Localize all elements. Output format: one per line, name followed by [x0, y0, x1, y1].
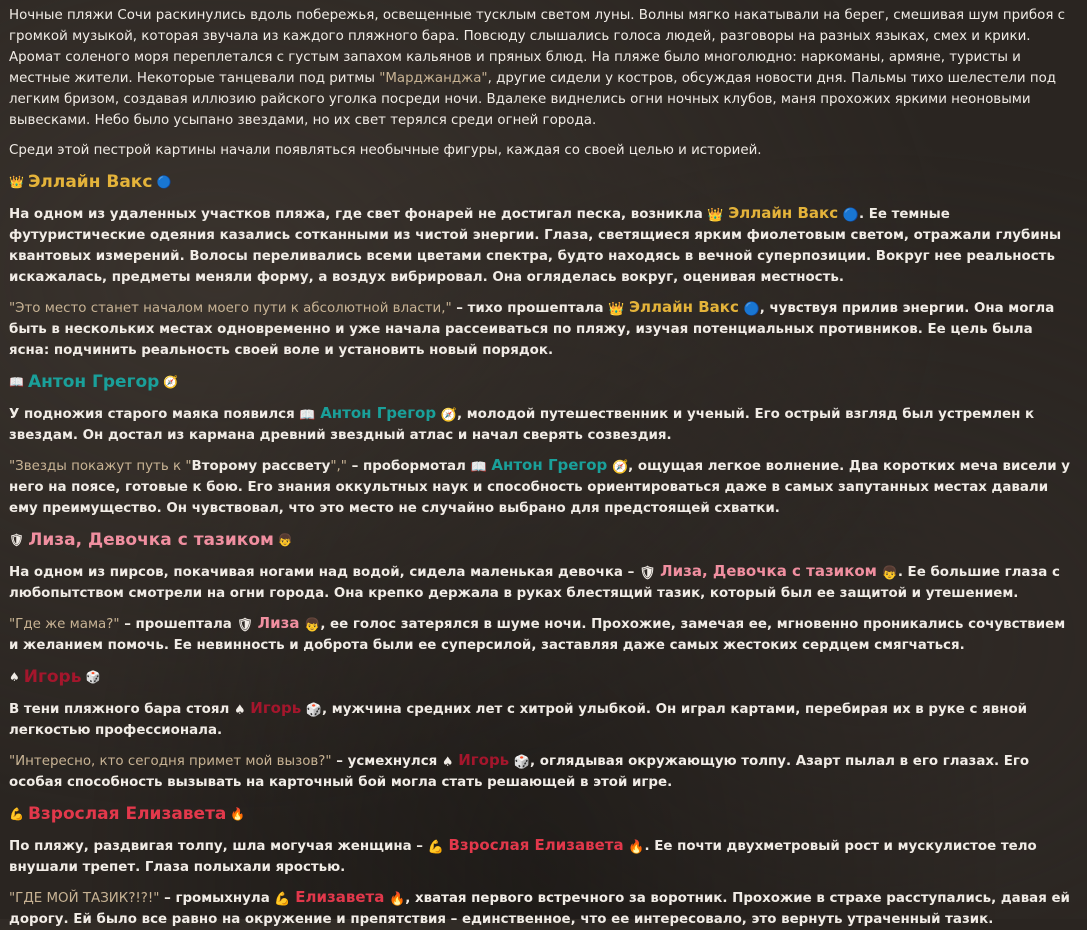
heading-ellain-name: Эллайн Вакс — [27, 172, 153, 192]
anton-quote-a: "Звезды покажут путь к " — [9, 459, 192, 474]
ellain-text-b: . Ее темные футуристические одеяния казались сотканными из чистой энергии. Глаза, светящиеся ярким фиолетовым светом, отражали глубины квантовых измерений. Волосы переливались всеми цветами спектра, будто находясь в вечной суперпозиции. Вокруг нее реальность искажалась, предметы меняли форму, а воздух вибрировал. Она огляделась вокруг, оценивая местность. — [9, 207, 1062, 285]
heading-liza-name: Лиза, Девочка с тазиком — [28, 530, 274, 550]
blue-orb-icon: 🔵 — [156, 175, 172, 189]
igor-text-b: , мужчина средних лет с хитрой улыбкой. Он играл картами, перебирая их в руке с явной легкостью профессионала. — [9, 702, 1028, 738]
liza-name-inline: Лиза, Девочка с тазиком — [660, 562, 877, 580]
muscle-icon: 💪 — [427, 840, 444, 855]
elizaveta-paragraph — [9, 835, 1075, 878]
compass-icon: 🧭 — [611, 460, 629, 475]
muscle-icon: 💪 — [9, 807, 24, 821]
igor-name-inline: Игорь — [458, 751, 510, 769]
dice-icon: 🎲 — [305, 703, 323, 718]
liza-quote-text-a: – прошептала — [119, 617, 237, 632]
ellain-quote: "Это место станет началом моего пути к абсолютной власти," — [9, 301, 452, 316]
anton-quote-text-b: , ощущая легкое волнение. Два коротких меча висели у него на поясе, готовые к бою. Его знания оккультных наук и способность ориентироваться даже в самых запутанных местах давали ему преимущество. Он чувствовал, что это место не случайно выбрано для предстоящей схватки. — [9, 459, 1071, 516]
igor-paragraph — [9, 698, 1075, 741]
igor-text-a: В тени пляжного бара стоял — [9, 702, 234, 717]
heading-elizaveta — [9, 802, 1075, 826]
elizaveta-text-b: . Ее почти двухметровый рост и мускулистое тело внушали трепет. Глаза полыхали яростью. — [9, 839, 1037, 875]
igor-quote: "Интересно, кто сегодня примет мой вызов?" — [9, 754, 332, 769]
heading-anton — [9, 370, 1075, 394]
fire-icon: 🔥 — [230, 807, 246, 821]
child-icon: 👦 — [304, 618, 321, 633]
ellain-paragraph — [9, 203, 1075, 288]
igor-quote-paragraph — [9, 750, 1075, 793]
muscle-icon: 💪 — [274, 892, 291, 907]
book-icon: 📖 — [299, 408, 316, 423]
heading-anton-name: Антон Грегор — [27, 372, 160, 392]
book-icon: 📖 — [9, 375, 24, 389]
ellain-quote-text-b: , чувствуя прилив энергии. Она могла быть в нескольких местах одновременно и уже начала рассеиваться по пляжу, изучая потенциальных противников. Ее цель была ясна: подчинить реальность своей воле и установить новый порядок. — [9, 301, 1055, 358]
elizaveta-text-a: По пляжу, раздвигая толпу, шла могучая женщина – — [9, 839, 428, 854]
elizaveta-short-name-inline: Елизавета — [295, 888, 385, 906]
ellain-name-inline: Эллайн Вакс — [728, 204, 839, 222]
heading-elizaveta-name: Взрослая Елизавета — [27, 804, 227, 824]
elizaveta-name-inline: Взрослая Елизавета — [448, 836, 624, 854]
igor-name-inline: Игорь — [250, 699, 302, 717]
ellain-quote-text-a: – тихо прошептала — [451, 301, 609, 316]
fire-icon: 🔥 — [628, 840, 645, 855]
elizaveta-quote-text-b: , хватая первого встречного за воротник. Прохожие в страхе расступались, давая ей дорогу. Ей было все равно на окружение и препятствия – единственное, что ее интересовало, это вернуть утраченный тазик. — [9, 891, 1070, 927]
crown-icon: 👑 — [707, 208, 724, 223]
liza-quote: "Где же мама?" — [9, 617, 120, 632]
anton-paragraph — [9, 403, 1075, 446]
anton-quote-inner: Второму рассвету — [191, 459, 331, 474]
ellain-quote-paragraph — [9, 297, 1075, 361]
intro-paragraph-1 — [9, 5, 1075, 131]
intro-text-b: , другие сидели у костров, обсуждая новости дня. Пальмы тихо шелестели под легким бризом, создавая иллюзию райского уголка посреди ночи. Вдалеке виднелись огни ночных клубов, маня прохожих яркими неоновыми вывесками. Небо было усыпано звездами, но их свет терялся среди огней города. — [9, 71, 1057, 128]
elizaveta-quote-paragraph — [9, 887, 1075, 930]
ellain-text-a: На одном из удаленных участков пляжа, где свет фонарей не достигал песка, возникла — [9, 207, 708, 222]
child-icon: 👦 — [277, 533, 293, 547]
anton-quote-paragraph — [9, 455, 1075, 519]
anton-name-inline: Антон Грегор — [491, 456, 608, 474]
heading-ellain — [9, 170, 1075, 194]
spade-icon: ♠ — [9, 670, 20, 684]
liza-short-name-inline: Лиза — [257, 614, 300, 632]
shield-icon: 🛡 — [9, 533, 25, 547]
liza-quote-text-b: , ее голос затерялся в шуме ночи. Прохожие, замечая ее, мгновенно проникались сочувствием и желанием помочь. Ее невинность и доброта были ее суперсилой, заставляя даже самых жестоких сердцем смягчаться. — [9, 617, 1066, 653]
igor-quote-text-b: , оглядывая окружающую толпу. Азарт пылал в его глазах. Его особая способность вызывать на карточный бой могла стать решающей в этой игре. — [9, 754, 1030, 790]
compass-icon: 🧭 — [163, 375, 179, 389]
heading-igor — [9, 665, 1075, 689]
elizaveta-quote: "ГДЕ МОЙ ТАЗИК?!?!" — [9, 891, 160, 906]
liza-text-b: . Ее большие глаза с любопытством смотрели на огни города. Она крепко держала в руках блестящий тазик, который был ее защитой и утешением. — [9, 565, 1060, 601]
shield-icon: 🛡 — [638, 566, 656, 581]
intro-text-a: Ночные пляжи Сочи раскинулись вдоль побережья, освещенные тусклым светом луны. Волны мягко накатывали на берег, смешивая шум прибоя с громкой музыкой, которая звучала из каждого пляжного бара. Повсюду слышались голоса людей, разговоры на разных языках, смех и крики. Аромат соленого моря переплетался с густым запахом кальянов и пряных блюд. На пляже было многолюдно: наркоманы, армяне, туристы и местные жители. Некоторые танцевали под ритмы — [9, 8, 1065, 86]
blue-orb-icon: 🔵 — [842, 208, 859, 223]
elizaveta-quote-text-a: – громыхнула — [159, 891, 275, 906]
anton-quote-text-a: – пробормотал — [346, 459, 471, 474]
heading-igor-name: Игорь — [23, 667, 82, 687]
fire-icon: 🔥 — [389, 892, 406, 907]
anton-quote-b: "," — [330, 459, 347, 474]
compass-icon: 🧭 — [440, 408, 457, 423]
book-icon: 📖 — [470, 460, 487, 475]
anton-text-b: , молодой путешественник и ученый. Его острый взгляд был устремлен к звездам. Он достал из кармана древний звездный атлас и начал сверять созвездия. — [9, 407, 1035, 443]
crown-icon: 👑 — [608, 302, 625, 317]
liza-quote-paragraph — [9, 613, 1075, 656]
anton-text-a: У подножия старого маяка появился — [9, 407, 300, 422]
shield-icon: 🛡 — [236, 618, 253, 633]
heading-liza — [9, 528, 1075, 552]
dice-icon: 🎲 — [513, 755, 531, 770]
intro-paragraph-2: Среди этой пестрой картины начали появляться необычные фигуры, каждая со своей целью и историей. — [9, 143, 762, 158]
liza-paragraph — [9, 561, 1075, 604]
ellain-name-inline: Эллайн Вакс — [629, 298, 739, 316]
dice-icon: 🎲 — [85, 670, 101, 684]
crown-icon: 👑 — [9, 175, 24, 189]
spade-icon: ♠ — [441, 755, 454, 770]
anton-name-inline: Антон Грегор — [320, 404, 437, 422]
liza-text-a: На одном из пирсов, покачивая ногами над водой, сидела маленькая девочка – — [9, 565, 639, 580]
spade-icon: ♠ — [233, 703, 246, 718]
song-title: "Марджанджа" — [379, 71, 488, 86]
blue-orb-icon: 🔵 — [743, 302, 760, 317]
child-icon: 👦 — [881, 566, 898, 581]
igor-quote-text-a: – усмехнулся — [331, 754, 442, 769]
